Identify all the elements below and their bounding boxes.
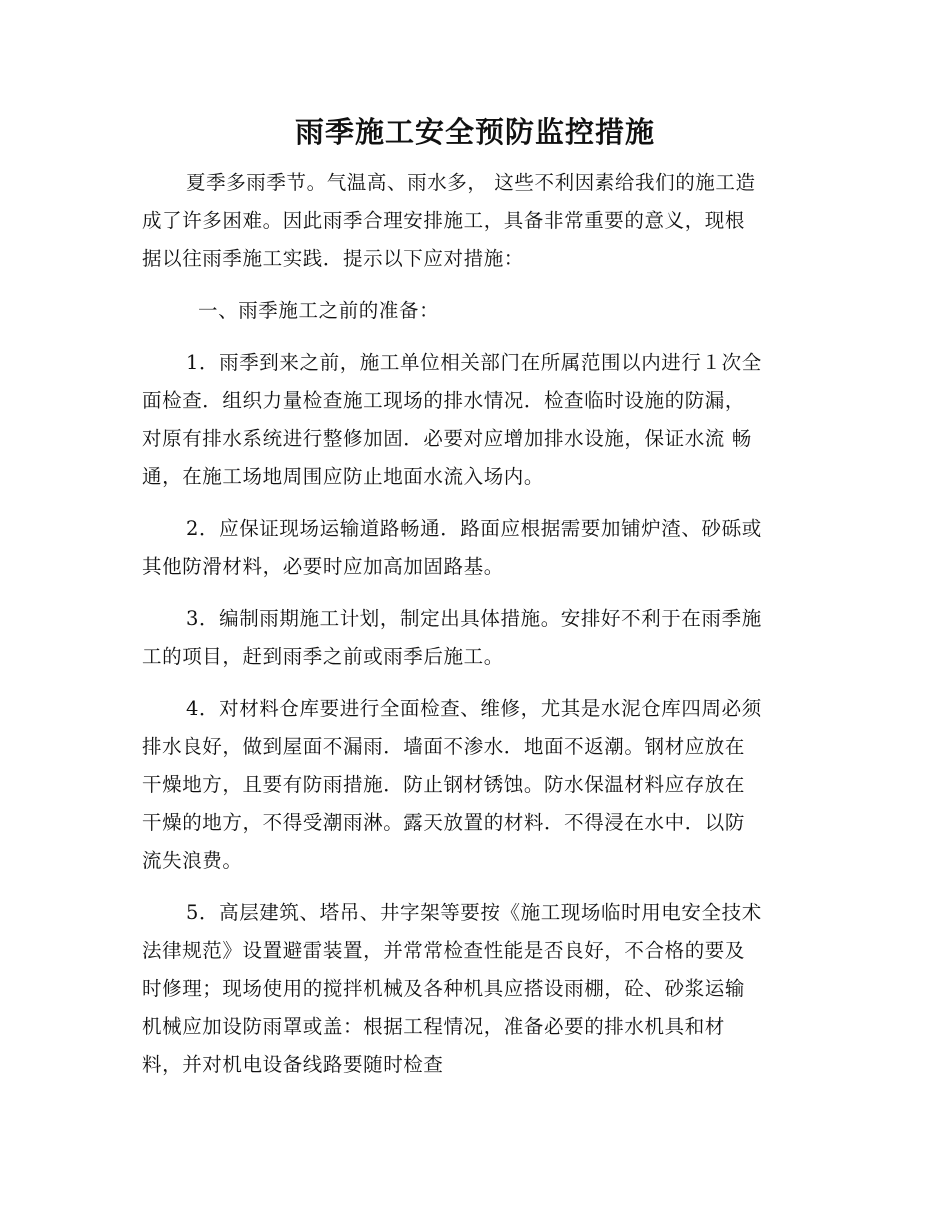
paragraph-line: 5．高层建筑、塔吊、井字架等要按《施工现场临时用电安全技术 — [186, 901, 762, 924]
section-heading: 一、雨季施工之前的准备： — [198, 299, 440, 322]
paragraph-line: 工的项目，赶到雨季之前或雨季后施工。 — [142, 645, 504, 668]
paragraph-line: 其他防滑材料，必要时应加高加固路基。 — [142, 555, 504, 578]
paragraph-line: 3．编制雨期施工计划，制定出具体措施。安排好不利于在雨季施 — [186, 607, 762, 630]
paragraph-line: 干燥的地方，不得受潮雨淋。露天放置的材料．不得浸在水中．以防 — [142, 811, 746, 834]
document-title: 雨季施工安全预防监控措施 — [294, 115, 655, 149]
paragraph-line: 排水良好，做到屋面不漏雨．墙面不渗水．地面不返潮。钢材应放在 — [142, 735, 746, 758]
paragraph-line: 通，在施工场地周围应防止地面水流入场内。 — [142, 465, 545, 488]
paragraph-line: 4．对材料仓库要进行全面检查、维修，尤其是水泥仓库四周必须 — [186, 697, 762, 720]
paragraph-line: 法律规范》设置避雷装置，并常常检查性能是否良好，不合格的要及 — [142, 939, 746, 962]
paragraph-line: 料，并对机电设备线路要随时检查 — [142, 1053, 444, 1076]
paragraph-line: 时修理；现场使用的搅拌机械及各种机具应搭设雨棚，砼、砂浆运输 — [142, 977, 746, 1000]
paragraph-line: 2．应保证现场运输道路畅通．路面应根据需要加铺炉渣、砂砾或 — [186, 517, 762, 540]
paragraph-line: 流失浪费。 — [142, 849, 243, 872]
paragraph-line: 对原有排水系统进行整修加固．必要对应增加排水设施，保证水流 畅 — [142, 427, 752, 450]
paragraph-line: 机械应加设防雨罩或盖：根据工程情况，准备必要的排水机具和材 — [142, 1015, 725, 1038]
paragraph-line: 成了许多困难。因此雨季合理安排施工，具备非常重要的意义，现根 — [142, 209, 746, 232]
paragraph-line: 干燥地方，且要有防雨措施．防止钢材锈蚀。防水保温材料应存放在 — [142, 773, 746, 796]
paragraph-line: 据以往雨季施工实践．提示以下应对措施： — [142, 247, 524, 270]
paragraph-line: 面检查．组织力量检查施工现场的排水情况．检查临时设施的防漏， — [142, 389, 746, 412]
paragraph-line: 夏季多雨季节。气温高、雨水多， 这些不利因素给我们的施工造 — [186, 171, 756, 194]
paragraph-line: 1．雨季到来之前，施工单位相关部门在所属范围以内进行１次全 — [186, 351, 762, 374]
